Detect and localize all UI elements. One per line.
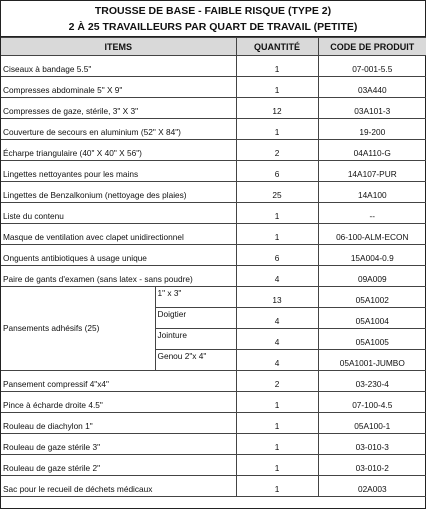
item-product-code: 07-001-5.5 [318,56,426,77]
bandage-group-label: Pansements adhésifs (25) [1,287,155,371]
item-name: Compresses de gaze, stérile, 3" X 3" [1,98,236,119]
bandage-variant-size: Genou 2"x 4" [155,350,236,371]
item-name: Paire de gants d'examen (sans latex - sans poudre) [1,266,236,287]
item-quantity: 1 [236,224,318,245]
item-quantity: 6 [236,245,318,266]
item-product-code: 04A110-G [318,140,426,161]
table-row [1,224,426,245]
bandage-variant-qty: 13 [236,287,318,308]
item-quantity: 4 [236,266,318,287]
item-name: Couverture de secours en aluminium (52" X 84") [1,119,236,140]
bandage-group [1,287,426,371]
table-row [1,203,426,224]
item-product-code: 19-200 [318,119,426,140]
item-name: Lingettes de Benzalkonium (nettoyage des plaies) [1,182,236,203]
table-row [1,77,426,98]
item-name: Lingettes nettoyantes pour les mains [1,161,236,182]
item-quantity: 1 [236,434,318,455]
table-header-row [1,38,426,56]
column-header-quantity: QUANTITÉ [236,38,318,56]
item-name: Sac pour le recueil de déchets médicaux [1,476,236,497]
bandage-variant-size: 1" x 3" [155,287,236,308]
item-quantity: 2 [236,140,318,161]
table-row [1,371,426,392]
table-row [1,434,426,455]
item-quantity: 6 [236,161,318,182]
item-quantity: 1 [236,455,318,476]
item-quantity: 1 [236,77,318,98]
table-row [1,140,426,161]
item-product-code: 02A003 [318,476,426,497]
item-quantity: 25 [236,182,318,203]
document-header [1,1,425,37]
bandage-variant-qty: 4 [236,308,318,329]
item-product-code: 14A107-PUR [318,161,426,182]
bandage-variant-size: Jointure [155,329,236,350]
table-row [1,392,426,413]
item-quantity: 2 [236,371,318,392]
table-row [1,476,426,497]
item-product-code: 03-230-4 [318,371,426,392]
table-row [1,119,426,140]
column-header-code: CODE DE PRODUIT [318,38,426,56]
bandage-variant-size: Doigtier [155,308,236,329]
item-quantity: 1 [236,413,318,434]
item-name: Onguents antibiotiques à usage unique [1,245,236,266]
bandage-variant-qty: 4 [236,329,318,350]
bandage-variant-code: 05A1002 [318,287,426,308]
item-product-code: 15A004-0.9 [318,245,426,266]
item-name: Écharpe triangulaire (40" X 40" X 56") [1,140,236,161]
item-product-code: 06-100-ALM-ECON [318,224,426,245]
table-row [1,455,426,476]
table-row [1,161,426,182]
item-product-code: 03-010-3 [318,434,426,455]
title-line-2: 2 À 25 TRAVAILLEURS PAR QUART DE TRAVAIL (PETITE) [68,21,358,33]
item-name: Pince à écharde droite 4.5" [1,392,236,413]
table-row [1,413,426,434]
item-product-code: 03A440 [318,77,426,98]
item-name: Liste du contenu [1,203,236,224]
item-quantity: 1 [236,392,318,413]
table-body-top [1,56,426,287]
item-name: Masque de ventilation avec clapet unidirectionnel [1,224,236,245]
table-row [1,266,426,287]
item-product-code: 09A009 [318,266,426,287]
bandage-variant-code: 05A1005 [318,329,426,350]
table-row [1,98,426,119]
item-product-code: 03-010-2 [318,455,426,476]
item-name: Compresses abdominale 5" X 9" [1,77,236,98]
item-product-code: 14A100 [318,182,426,203]
table-row [1,287,426,308]
table-row [1,245,426,266]
bandage-variant-qty: 4 [236,350,318,371]
table-row [1,182,426,203]
item-product-code: -- [318,203,426,224]
item-product-code: 07-100-4.5 [318,392,426,413]
column-header-items: ITEMS [1,38,236,56]
item-quantity: 12 [236,98,318,119]
bandage-variant-code: 05A1001-JUMBO [318,350,426,371]
item-name: Rouleau de diachylon 1" [1,413,236,434]
item-product-code: 03A101-3 [318,98,426,119]
title-line-1: TROUSSE DE BASE - FAIBLE RISQUE (TYPE 2) [94,5,332,17]
item-product-code: 05A100-1 [318,413,426,434]
item-quantity: 1 [236,119,318,140]
item-name: Rouleau de gaze stérile 2" [1,455,236,476]
item-name: Rouleau de gaze stérile 3" [1,434,236,455]
item-name: Pansement compressif 4"x4" [1,371,236,392]
item-quantity: 1 [236,203,318,224]
table-body-bottom [1,371,426,497]
contents-table [1,37,426,497]
bandage-variant-code: 05A1004 [318,308,426,329]
table-row [1,56,426,77]
item-quantity: 1 [236,56,318,77]
item-name: Ciseaux à bandage 5.5" [1,56,236,77]
item-quantity: 1 [236,476,318,497]
